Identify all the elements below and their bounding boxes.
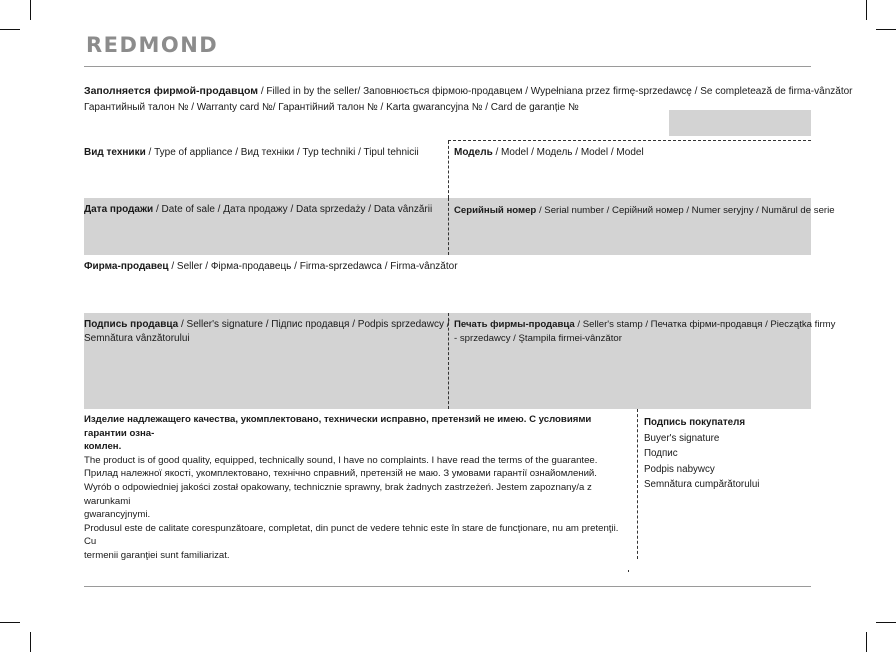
- seller-signature-label: / Seller's signature / Підпис продавця / Podpis sprzedawcy /: [178, 319, 450, 330]
- dashed-divider: [448, 198, 449, 255]
- serial-label: / Serial number / Серійний номер / Numer seryjny / Numărul de serie: [536, 205, 835, 216]
- buyer-signature-ro: Semnătura cumpărătorului: [644, 479, 760, 490]
- crop-mark: [876, 29, 896, 30]
- crop-mark: [0, 622, 20, 623]
- appliance-field[interactable]: [84, 146, 419, 160]
- model-label: / Model / Модель / Model / Model: [492, 147, 644, 158]
- serial-label-bold: Серийный номер: [454, 205, 537, 216]
- seller-stamp-field[interactable]: [454, 318, 835, 346]
- buyer-signature-en: Buyer's signature: [644, 432, 720, 444]
- crop-mark: [866, 0, 867, 20]
- warranty-number-box[interactable]: [669, 110, 811, 136]
- crop-mark: [876, 622, 896, 623]
- statement-pl-line1: Wyrób o odpowiedniej jakości został opakowany, technicznie sprawny, brak żadnych zastrzeżeń. Jestem zapoznany/a z warunkami: [84, 481, 592, 507]
- serial-number-field[interactable]: [454, 204, 835, 218]
- warranty-card-label: Гарантийный талон № / Warranty card №/ Гарантійний талон № / Karta gwarancyjna № / Card de garanție №: [84, 102, 579, 113]
- seller-signature-label-bold: Подпись продавца: [84, 319, 179, 330]
- top-divider: [84, 66, 811, 67]
- dashed-divider: [637, 409, 638, 559]
- header-title-rest: / Filled in by the seller/ Заповнюється фірмою-продавцем / Wypełniana przez firmę-sprzedawcę / Se completează de firma-vânzător: [258, 86, 853, 97]
- statement-en: The product is of good quality, equipped, technically sound, I have no complaints. I have read the terms of the guarantee.: [84, 454, 598, 466]
- statement-pl-line2: gwarancyjnymi.: [84, 509, 151, 521]
- header-title-bold: Заполняется фирмой-продавцом: [84, 85, 259, 97]
- crop-mark: [0, 29, 20, 30]
- model-field[interactable]: [454, 146, 644, 160]
- bottom-divider: [84, 586, 811, 587]
- appliance-label-bold: Вид техники: [84, 147, 146, 158]
- buyer-signature-pl: Podpis nabywcy: [644, 463, 715, 475]
- buyer-signature-title: Подпись покупателя: [644, 417, 746, 428]
- buyer-signature-uk: Подпис: [644, 448, 678, 459]
- crop-mark: [30, 0, 31, 20]
- statement-ro-line1: Produsul este de calitate corespunzătoare, completat, din punct de vedere tehnic este în stare de funcţionare, nu am pretenţii. Cu: [84, 522, 619, 548]
- statement-ru-line1: Изделие надлежащего качества, укомплектовано, технически исправно, претензий не имею. С условиями гарантии озна-: [84, 414, 592, 439]
- header-title: [84, 84, 853, 99]
- stamp-label: / Seller's stamp / Печатка фірми-продавця / Pieczątka firmy: [574, 319, 836, 330]
- redmond-logo: REDMOND: [86, 33, 219, 57]
- buyer-statement: [84, 413, 624, 563]
- date-label: / Date of sale / Дата продажу / Data sprzedaży / Data vânzării: [153, 204, 433, 215]
- seller-label: / Seller / Фірма-продавець / Firma-sprzedawca / Firma-vânzător: [168, 261, 458, 272]
- model-label-bold: Модель: [454, 147, 493, 158]
- crop-mark: [30, 632, 31, 652]
- seller-field[interactable]: [84, 260, 458, 274]
- stamp-label-bold: Печать фирмы-продавца: [454, 319, 575, 330]
- dot-mark: [628, 570, 629, 572]
- statement-ru-line2: комлен.: [84, 441, 122, 453]
- statement-uk: Прилад належної якості, укомплектовано, технічно справний, претензій не маю. З умовами гарантії ознайомлений.: [84, 468, 597, 480]
- statement-ro-line2: termenii garanţiei sunt familiarizat.: [84, 549, 230, 561]
- dashed-divider: [448, 140, 811, 141]
- seller-signature-label-line2: Semnătura vânzătorului: [84, 333, 190, 344]
- date-of-sale-field[interactable]: [84, 203, 432, 217]
- seller-label-bold: Фирма-продавец: [84, 261, 169, 272]
- buyer-signature-field[interactable]: [644, 415, 759, 493]
- date-label-bold: Дата продажи: [84, 204, 154, 215]
- seller-signature-field[interactable]: [84, 318, 450, 346]
- dashed-divider: [448, 141, 449, 198]
- stamp-label-line2: - sprzedawcy / Ştampila firmei-vânzător: [454, 333, 622, 344]
- crop-mark: [866, 632, 867, 652]
- appliance-label: / Type of appliance / Вид техніки / Typ techniki / Tipul tehnicii: [145, 147, 419, 158]
